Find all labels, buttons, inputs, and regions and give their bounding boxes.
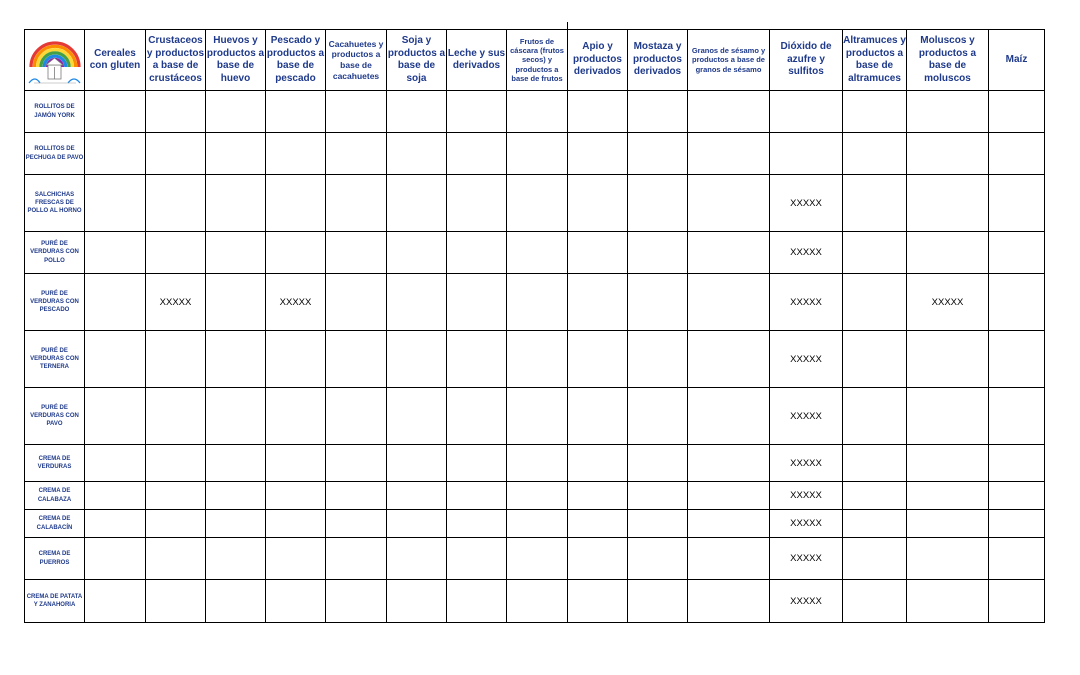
col-header-cacahuetes: Cacahuetes y productos a base de cacahuetes (326, 30, 387, 91)
col-header-apio: Apio y productos derivados (568, 30, 628, 91)
allergen-mark-cell (843, 133, 907, 175)
allergen-mark-cell (628, 274, 688, 331)
allergen-mark-cell (206, 91, 266, 133)
allergen-mark-cell (387, 388, 447, 445)
dish-name-cell: PURÉ DE VERDURAS CON POLLO (25, 232, 85, 274)
allergen-mark-cell: XXXXX (770, 232, 843, 274)
dish-name-cell: SALCHICHAS FRESCAS DE POLLO AL HORNO (25, 175, 85, 232)
allergen-mark-cell (688, 388, 770, 445)
allergen-mark-cell: XXXXX (770, 175, 843, 232)
allergen-mark-cell (206, 388, 266, 445)
table-row (25, 133, 1045, 175)
col-header-cereales: Cereales con gluten (85, 30, 146, 91)
col-header-altramuces: Altramuces y productos a base de altramuces (843, 30, 907, 91)
allergen-mark-cell (447, 91, 507, 133)
allergen-mark-cell (447, 274, 507, 331)
allergen-mark-cell (206, 510, 266, 538)
allergen-mark-cell (628, 91, 688, 133)
allergen-mark-cell (989, 91, 1045, 133)
allergen-mark-cell (907, 538, 989, 580)
allergen-mark-cell (843, 388, 907, 445)
allergen-mark-cell (770, 91, 843, 133)
allergen-mark-cell (688, 482, 770, 510)
table-row (25, 232, 1045, 274)
allergen-mark-cell (507, 232, 568, 274)
allergen-mark-cell (568, 331, 628, 388)
allergen-mark-cell (266, 91, 326, 133)
allergen-mark-cell (628, 538, 688, 580)
allergen-mark-cell: XXXXX (770, 538, 843, 580)
col-header-maiz: Maíz (989, 30, 1045, 91)
allergen-mark-cell (206, 274, 266, 331)
allergen-mark-cell (907, 91, 989, 133)
allergen-mark-cell (568, 580, 628, 623)
allergen-mark-cell (146, 232, 206, 274)
allergen-mark-cell: XXXXX (770, 331, 843, 388)
allergen-mark-cell (387, 331, 447, 388)
allergen-mark-cell (568, 510, 628, 538)
allergen-mark-cell (843, 580, 907, 623)
allergen-mark-cell (907, 580, 989, 623)
allergen-mark-cell (843, 482, 907, 510)
allergen-mark-cell (387, 482, 447, 510)
allergen-mark-cell (326, 331, 387, 388)
allergen-mark-cell (688, 175, 770, 232)
allergen-mark-cell (628, 580, 688, 623)
allergen-mark-cell (907, 232, 989, 274)
allergen-mark-cell (507, 133, 568, 175)
allergen-mark-cell (266, 388, 326, 445)
allergen-mark-cell (688, 510, 770, 538)
allergen-mark-cell (507, 538, 568, 580)
allergen-mark-cell (447, 538, 507, 580)
allergen-mark-cell (688, 133, 770, 175)
allergen-mark-cell (688, 232, 770, 274)
allergen-mark-cell (989, 510, 1045, 538)
allergen-mark-cell (507, 388, 568, 445)
allergen-mark-cell (206, 232, 266, 274)
allergen-mark-cell (85, 388, 146, 445)
allergen-mark-cell: XXXXX (770, 482, 843, 510)
dish-name-cell: CREMA DE PUERROS (25, 538, 85, 580)
table-row (25, 274, 1045, 331)
allergen-mark-cell (568, 175, 628, 232)
allergen-mark-cell (387, 274, 447, 331)
table-row (25, 388, 1045, 445)
allergen-table (24, 29, 1045, 623)
allergen-mark-cell (907, 482, 989, 510)
col-header-crustaceos: Crustaceos y productos a base de crustáceos (146, 30, 206, 91)
allergen-mark-cell (989, 232, 1045, 274)
allergen-mark-cell (146, 388, 206, 445)
allergen-mark-cell (85, 232, 146, 274)
allergen-mark-cell: XXXXX (907, 274, 989, 331)
allergen-mark-cell (568, 482, 628, 510)
logo-cell (25, 30, 85, 91)
allergen-mark-cell (568, 274, 628, 331)
allergen-mark-cell (447, 388, 507, 445)
allergen-mark-cell (387, 445, 447, 482)
allergen-mark-cell (989, 388, 1045, 445)
col-header-moluscos: Moluscos y productos a base de moluscos (907, 30, 989, 91)
allergen-mark-cell (568, 133, 628, 175)
allergen-mark-cell (206, 175, 266, 232)
allergen-mark-cell (843, 232, 907, 274)
allergen-mark-cell (326, 232, 387, 274)
allergen-mark-cell (85, 580, 146, 623)
allergen-mark-cell (628, 388, 688, 445)
allergen-mark-cell: XXXXX (770, 445, 843, 482)
allergen-mark-cell (206, 580, 266, 623)
col-header-frutos-cascara: Frutos de cáscara (frutos secos) y productos a base de frutos (507, 30, 568, 91)
allergen-mark-cell (447, 445, 507, 482)
allergen-mark-cell: XXXXX (770, 388, 843, 445)
allergen-mark-cell (688, 274, 770, 331)
allergen-mark-cell (146, 510, 206, 538)
allergen-mark-cell (146, 133, 206, 175)
table-row (25, 482, 1045, 510)
allergen-mark-cell (447, 510, 507, 538)
allergen-mark-cell (266, 538, 326, 580)
allergen-mark-cell (628, 482, 688, 510)
allergen-mark-cell (989, 482, 1045, 510)
table-row (25, 91, 1045, 133)
dish-name-cell: PURÉ DE VERDURAS CON TERNERA (25, 331, 85, 388)
allergen-mark-cell (387, 91, 447, 133)
allergen-mark-cell (507, 91, 568, 133)
allergen-mark-cell (688, 331, 770, 388)
allergen-mark-cell (843, 445, 907, 482)
allergen-mark-cell (907, 510, 989, 538)
allergen-mark-cell (387, 133, 447, 175)
allergen-mark-cell (85, 445, 146, 482)
allergen-mark-cell (989, 175, 1045, 232)
col-header-sesamo: Granos de sésamo y productos a base de granos de sésamo (688, 30, 770, 91)
allergen-mark-cell (326, 274, 387, 331)
allergen-mark-cell (326, 580, 387, 623)
allergen-mark-cell (843, 538, 907, 580)
allergen-mark-cell (907, 133, 989, 175)
allergen-mark-cell (770, 133, 843, 175)
allergen-mark-cell (85, 482, 146, 510)
allergen-mark-cell (843, 274, 907, 331)
allergen-mark-cell (85, 91, 146, 133)
dish-name-cell: PURÉ DE VERDURAS CON PESCADO (25, 274, 85, 331)
col-header-leche: Leche y sus derivados (447, 30, 507, 91)
allergen-mark-cell (85, 133, 146, 175)
allergen-mark-cell (447, 580, 507, 623)
allergen-mark-cell: XXXXX (770, 274, 843, 331)
allergen-mark-cell (628, 445, 688, 482)
allergen-mark-cell (843, 331, 907, 388)
col-header-mostaza: Mostaza y productos derivados (628, 30, 688, 91)
allergen-mark-cell (989, 538, 1045, 580)
allergen-mark-cell (907, 445, 989, 482)
allergen-mark-cell (326, 445, 387, 482)
col-header-sulfitos: Dióxido de azufre y sulfitos (770, 30, 843, 91)
rainbow-logo-icon (26, 31, 84, 89)
col-header-soja: Soja y productos a base de soja (387, 30, 447, 91)
allergen-mark-cell (266, 580, 326, 623)
allergen-mark-cell: XXXXX (770, 580, 843, 623)
allergen-mark-cell (507, 175, 568, 232)
dish-name-cell: ROLLITOS DE JAMÓN YORK (25, 91, 85, 133)
allergen-mark-cell (266, 331, 326, 388)
allergen-mark-cell (688, 91, 770, 133)
dish-name-cell: CREMA DE CALABACÍN (25, 510, 85, 538)
allergen-mark-cell (568, 445, 628, 482)
allergen-mark-cell (447, 482, 507, 510)
table-row (25, 331, 1045, 388)
allergen-mark-cell: XXXXX (770, 510, 843, 538)
allergen-mark-cell (989, 580, 1045, 623)
table-row (25, 580, 1045, 623)
allergen-mark-cell (85, 331, 146, 388)
allergen-mark-cell (326, 510, 387, 538)
allergen-mark-cell (447, 133, 507, 175)
allergen-mark-cell (688, 538, 770, 580)
allergen-mark-cell (326, 175, 387, 232)
allergen-mark-cell (206, 482, 266, 510)
allergen-mark-cell (843, 91, 907, 133)
allergen-mark-cell (507, 274, 568, 331)
allergen-mark-cell (447, 175, 507, 232)
table-row (25, 538, 1045, 580)
allergen-mark-cell (326, 482, 387, 510)
allergen-mark-cell (507, 510, 568, 538)
allergen-mark-cell (387, 538, 447, 580)
allergen-mark-cell (206, 445, 266, 482)
allergen-mark-cell (628, 232, 688, 274)
allergen-mark-cell (688, 580, 770, 623)
allergen-mark-cell (568, 91, 628, 133)
allergen-mark-cell (266, 175, 326, 232)
allergen-mark-cell (507, 482, 568, 510)
allergen-mark-cell (146, 175, 206, 232)
allergen-mark-cell (447, 331, 507, 388)
allergen-mark-cell (387, 175, 447, 232)
allergen-mark-cell: XXXXX (146, 274, 206, 331)
allergen-mark-cell (628, 133, 688, 175)
allergen-mark-cell (266, 133, 326, 175)
allergen-mark-cell (447, 232, 507, 274)
allergen-mark-cell (146, 482, 206, 510)
allergen-mark-cell: XXXXX (266, 274, 326, 331)
allergen-mark-cell (85, 274, 146, 331)
allergen-mark-cell (326, 91, 387, 133)
col-header-huevos: Huevos y productos a base de huevo (206, 30, 266, 91)
allergen-mark-cell (266, 482, 326, 510)
allergen-mark-cell (387, 510, 447, 538)
allergen-mark-cell (85, 175, 146, 232)
dish-name-cell: CREMA DE PATATA Y ZANAHORIA (25, 580, 85, 623)
allergen-mark-cell (266, 510, 326, 538)
allergen-mark-cell (85, 538, 146, 580)
allergen-mark-cell (688, 445, 770, 482)
allergen-mark-cell (628, 175, 688, 232)
dish-name-cell: ROLLITOS DE PECHUGA DE PAVO (25, 133, 85, 175)
allergen-mark-cell (85, 510, 146, 538)
allergen-mark-cell (326, 538, 387, 580)
allergen-mark-cell (206, 133, 266, 175)
allergen-mark-cell (326, 388, 387, 445)
dish-name-cell: CREMA DE VERDURAS (25, 445, 85, 482)
allergen-mark-cell (146, 580, 206, 623)
header-row (25, 30, 1045, 91)
allergen-mark-cell (266, 232, 326, 274)
allergen-mark-cell (387, 232, 447, 274)
allergen-mark-cell (146, 91, 206, 133)
allergen-mark-cell (989, 274, 1045, 331)
allergen-mark-cell (568, 388, 628, 445)
allergen-mark-cell (989, 445, 1045, 482)
allergen-mark-cell (568, 538, 628, 580)
allergen-mark-cell (628, 331, 688, 388)
allergen-mark-cell (568, 232, 628, 274)
allergen-mark-cell (843, 175, 907, 232)
allergen-mark-cell (266, 445, 326, 482)
allergen-mark-cell (507, 580, 568, 623)
allergen-mark-cell (907, 331, 989, 388)
col-header-pescado: Pescado y productos a base de pescado (266, 30, 326, 91)
dish-name-cell: CREMA DE CALABAZA (25, 482, 85, 510)
allergen-mark-cell (628, 510, 688, 538)
allergen-mark-cell (146, 445, 206, 482)
allergen-mark-cell (326, 133, 387, 175)
allergen-mark-cell (507, 331, 568, 388)
table-row (25, 510, 1045, 538)
allergen-mark-cell (206, 331, 266, 388)
dish-name-cell: PURÉ DE VERDURAS CON PAVO (25, 388, 85, 445)
allergen-mark-cell (989, 133, 1045, 175)
allergen-mark-cell (206, 538, 266, 580)
allergen-mark-cell (146, 538, 206, 580)
allergen-mark-cell (989, 331, 1045, 388)
table-row (25, 445, 1045, 482)
table-row (25, 175, 1045, 232)
allergen-mark-cell (507, 445, 568, 482)
allergen-mark-cell (907, 388, 989, 445)
allergen-mark-cell (146, 331, 206, 388)
allergen-mark-cell (387, 580, 447, 623)
allergen-mark-cell (907, 175, 989, 232)
allergen-mark-cell (843, 510, 907, 538)
